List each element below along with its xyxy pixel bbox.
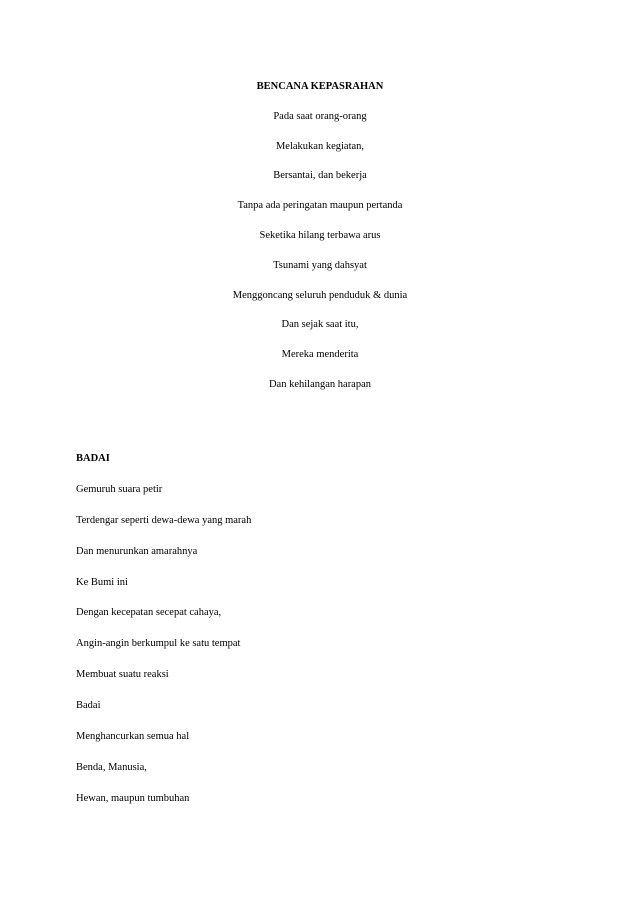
poem-title: BENCANA KEPASRAHAN xyxy=(256,81,384,92)
poem-line: Terdengar seperti dewa-dewa yang marah xyxy=(76,514,252,526)
poem-line: Seketika hilang terbawa arus xyxy=(259,229,381,241)
poem-bencana-kepasrahan xyxy=(0,80,638,408)
poem-line: Menggoncang seluruh penduduk & dunia xyxy=(232,289,408,301)
poem-line: Dengan kecepatan secepat cahaya, xyxy=(76,607,222,619)
poem-line: Mereka menderita xyxy=(281,349,359,361)
poem-line: Dan menurunkan amarahnya xyxy=(76,545,198,557)
poem-line: Tsunami yang dahsyat xyxy=(273,259,367,271)
poem-line: Badai xyxy=(76,700,101,712)
poem-line: Menghancurkan semua hal xyxy=(76,731,190,743)
poem-line: Gemuruh suara petir xyxy=(76,483,163,495)
poem-line: Membuat suatu reaksi xyxy=(76,669,169,681)
poem-line: Pada saat orang-orang xyxy=(273,110,367,122)
poem-line: Angin-angin berkumpul ke satu tempat xyxy=(76,638,241,650)
poem-title: BADAI xyxy=(76,453,110,464)
poem-line: Dan sejak saat itu, xyxy=(281,319,359,331)
poem-badai xyxy=(76,452,251,823)
poem-line: Bersantai, dan bekerja xyxy=(273,170,367,182)
poem-line: Ke Bumi ini xyxy=(76,576,128,588)
poem-line: Tanpa ada peringatan maupun pertanda xyxy=(237,200,403,212)
poem-line: Dan kehilangan harapan xyxy=(268,378,372,390)
poem-line: Hewan, maupun tumbuhan xyxy=(76,792,190,804)
poem-line: Benda, Manusia, xyxy=(76,761,147,773)
poem-line: Melakukan kegiatan, xyxy=(275,140,365,152)
